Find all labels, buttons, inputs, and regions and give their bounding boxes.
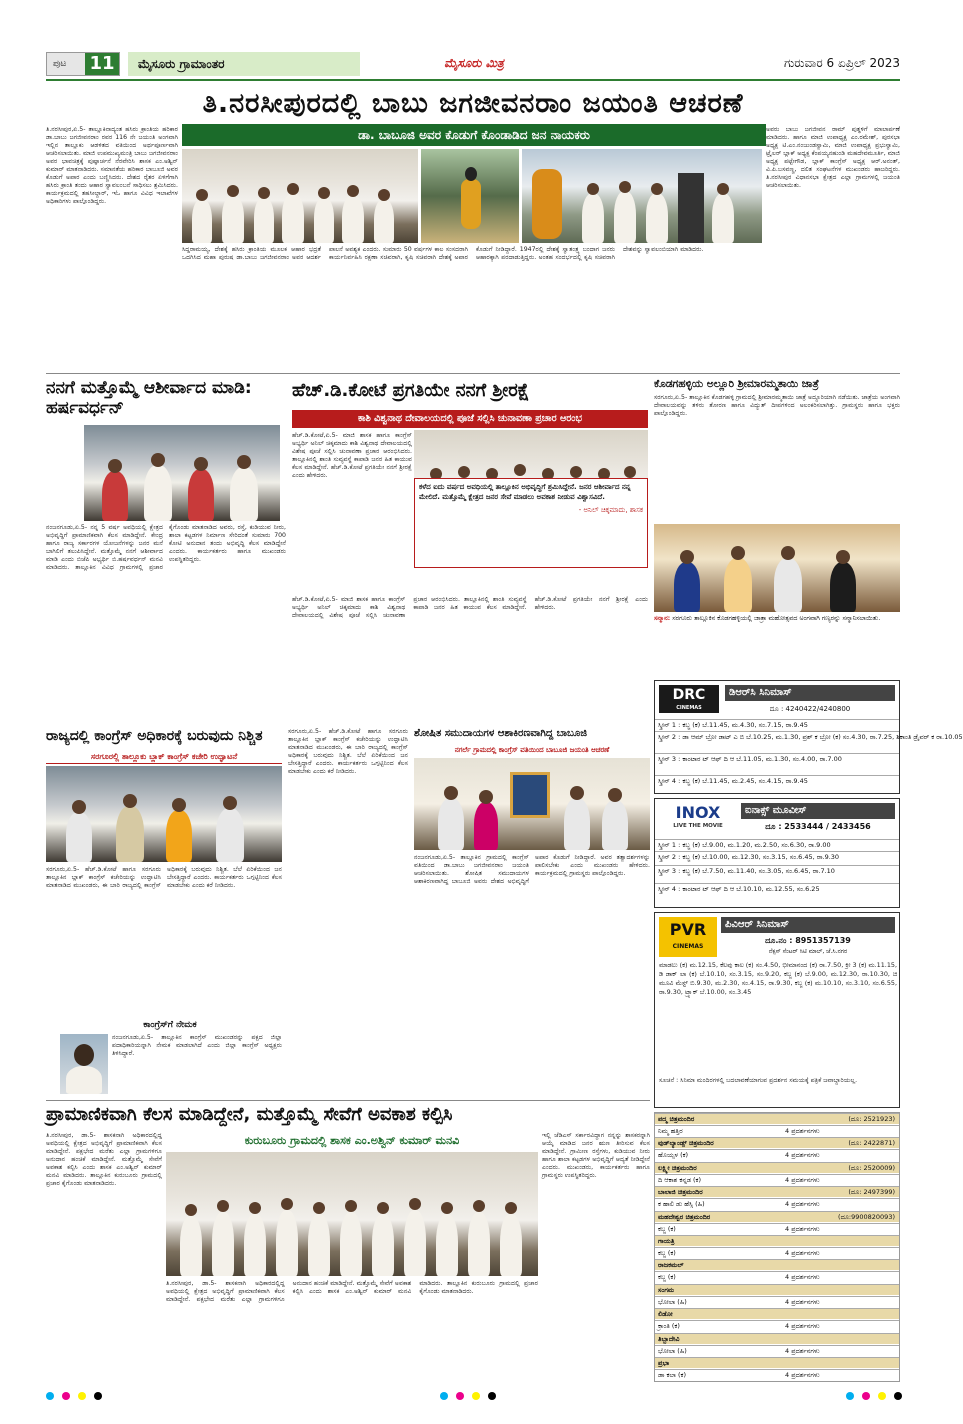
- lead-photo-2: [421, 149, 519, 243]
- section-title: ಮೈಸೂರು ಗ್ರಾಮಾಂತರ: [128, 52, 360, 76]
- reg-mark: [94, 1392, 102, 1400]
- lead-body-mid: ಸಿದ್ದರಾಮಯ್ಯ, ದೇಶಕ್ಕೆ ಹಸಿರು ಕ್ರಾಂತಿಯ ಮೂಲಕ ಆಹಾರ ಭದ್ರತೆ ಒದಗಿಸಿದ ಮಹಾ ಪುರುಷ ಡಾ.ಬಾಬು ಜಗಜೀವನರಾಂ ಅವರ ಆದರ್ಶ ಪಾಲನೆ ಅವಶ್ಯಕ ಎಂದರು. ಸುಮಾರು 50 ವರ್ಷಗಳ ಕಾಲ ಸಂಸದರಾಗಿ ಕಾರ್ಯನಿರ್ವಹಿಸಿ ರಕ್ಷಣಾ ಸಚಿವರಾಗಿ, ಕೃಷಿ ಸಚಿವರಾಗಿ ದೇಶಕ್ಕೆ ಅಪಾರ ಕೊಡುಗೆ ನೀಡಿದ್ದಾರೆ. 1947ರಲ್ಲಿ ದೇಶಕ್ಕೆ ಸ್ವಾತಂತ್ರ್ಯ ಬಂದಾಗ ಜನರು ಆಹಾರಕ್ಕಾಗಿ ಪರದಾಡುತ್ತಿದ್ದರು. ಅಂತಹ ಸಂದರ್ಭದಲ್ಲಿ ಕೃಷಿ ಸಚಿವರಾಗಿ ದೇಶವನ್ನು ಸ್ವಾವಲಂಬಿಯಾಗಿ ಮಾಡಿದರು.: [182, 246, 704, 261]
- pvr-logo-text: PVR: [669, 920, 707, 939]
- theatre-show-row: [655, 1345, 899, 1356]
- story7-headline: ಪ್ರಾಮಾಣಿಕವಾಗಿ ಕೆಲಸ ಮಾಡಿದ್ದೇನೆ, ಮತ್ತೊಮ್ಮೆ ಸೇವೆಗೆ ಅವಕಾಶ ಕಲ್ಪಿಸಿ: [46, 1104, 453, 1125]
- theatre-movie: ಭೋಲಾ (ಹಿ): [658, 1346, 687, 1355]
- story5-band: ಸರಗೂರಲ್ಲಿ ತಾಲ್ಲೂಕು ಬ್ಲಾಕ್ ಕಾಂಗ್ರೆಸ್ ಕಚೇರಿ ಉದ್ಘಾಟನೆ: [46, 750, 282, 764]
- theatre-shows: 4 ಪ್ರದರ್ಶನಗಳು: [785, 1273, 820, 1282]
- reg-mark: [862, 1392, 870, 1400]
- lead-photo-1: [182, 149, 418, 243]
- inox-logo-text: INOX: [675, 803, 721, 822]
- theatre-name: ವುಡ್‌ಲ್ಯಾಂಡ್ಸ್ ಚಿತ್ರಮಂದಿರ: [658, 1139, 714, 1148]
- theatre-show-row: [655, 1223, 899, 1234]
- drc-row: ಸ್ಕ್ರೀನ್ 3 : ಕಾಂಟಾರ ಟ್ ಆಫ್ ದಿ ಆ ಬೆ.11.05, ಮ.1.30, ಸಂ.4.00, ರಾ.7.00: [655, 753, 899, 764]
- story7-body-mid: ತಿ.ನರಸೀಪುರ, ಡಾ.5- ಶಾಸಕನಾಗಿ ಅಧಿಕಾರದಲ್ಲಿದ್ದ ಅವಧಿಯಲ್ಲಿ ಕ್ಷೇತ್ರದ ಅಭಿವೃದ್ಧಿಗೆ ಪ್ರಾಮಾಣಿಕವಾಗಿ ಕೆಲಸ ಮಾಡಿದ್ದೇನೆ. ಪಕ್ಷಭೇದ ಮರೆತು ಎಲ್ಲಾ ಗ್ರಾಮಗಳಿಗೂ ಅನುದಾನ ಹಂಚಿಕೆ ಮಾಡಿದ್ದೇನೆ. ಮತ್ತೊಮ್ಮೆ ಸೇವೆಗೆ ಅವಕಾಶ ಕಲ್ಪಿಸಿ ಎಂದು ಶಾಸಕ ಎಂ.ಅಶ್ವಿನ್ ಕುಮಾರ್ ಮನವಿ ಮಾಡಿದರು. ತಾಲ್ಲೂಕಿನ ಕುರುಬೂರು ಗ್ರಾಮದಲ್ಲಿ ಪ್ರಚಾರ ಕೈಗೊಂಡು ಮಾತನಾಡಿದರು.: [166, 1280, 538, 1303]
- pvr-logo: [659, 917, 717, 957]
- header-rule: [46, 79, 900, 81]
- theatre-phone: (ದೂ: 2521923): [848, 1115, 895, 1123]
- theatre-movie: ಡಾ ಕಲಾ (ಕ): [658, 1371, 686, 1379]
- theatre-movie: ಕಬ್ಜ (ಕ): [658, 1249, 676, 1257]
- inox-ad: [654, 798, 900, 908]
- theatre-name: ಪದ್ಮ ಚಿತ್ರಮಂದಿರ: [658, 1115, 695, 1123]
- theatre-show-row: [655, 1149, 899, 1160]
- theatre-name: ಲಕ್ಷ್ಮೀ ಚಿತ್ರಮಂದಿರ: [658, 1163, 697, 1172]
- theatre-name: ಬಾಲಾಜಿ ಚಿತ್ರಮಂದಿರ: [658, 1188, 703, 1197]
- reg-mark: [878, 1392, 886, 1400]
- theatre-shows: 4 ಪ್ರದರ್ಶನಗಳು: [785, 1297, 820, 1306]
- pvr-logo-sub: CINEMAS: [672, 943, 704, 950]
- theatre-shows: 4 ಪ್ರದರ್ಶನಗಳು: [785, 1200, 820, 1209]
- story7-body-left: ತಿ.ನರಸೀಪುರ, ಡಾ.5- ಶಾಸಕನಾಗಿ ಅಧಿಕಾರದಲ್ಲಿದ್ದ ಅವಧಿಯಲ್ಲಿ ಕ್ಷೇತ್ರದ ಅಭಿವೃದ್ಧಿಗೆ ಪ್ರಾಮಾಣಿಕವಾಗಿ ಕೆಲಸ ಮಾಡಿದ್ದೇನೆ. ಪಕ್ಷಭೇದ ಮರೆತು ಎಲ್ಲಾ ಗ್ರಾಮಗಳಿಗೂ ಅನುದಾನ ಹಂಚಿಕೆ ಮಾಡಿದ್ದೇನೆ. ಮತ್ತೊಮ್ಮೆ ಸೇವೆಗೆ ಅವಕಾಶ ಕಲ್ಪಿಸಿ ಎಂದು ಶಾಸಕ ಎಂ.ಅಶ್ವಿನ್ ಕುಮಾರ್ ಮನವಿ ಮಾಡಿದರು. ತಾಲ್ಲೂಕಿನ ಕುರುಬೂರು ಗ್ರಾಮದಲ್ಲಿ ಪ್ರಚಾರ ಕೈಗೊಂಡು ಮಾತನಾಡಿದರು.: [46, 1132, 162, 1187]
- story3-body: ಹೆಚ್.ಡಿ.ಕೋಟೆ,ಏ.5- ಮಾಜಿ ಶಾಸಕ ಹಾಗೂ ಕಾಂಗ್ರೆಸ್ ಅಭ್ಯರ್ಥಿ ಅನಿಲ್ ಚಿಕ್ಕಮಾದು ಕಾಶಿ ವಿಶ್ವನಾಥ ದೇವಾಲಯದಲ್ಲಿ ವಿಶೇಷ ಪೂಜೆ ಸಲ್ಲಿಸಿ ಚುನಾವಣಾ ಪ್ರಚಾರ ಆರಂಭಿಸಿದರು. ತಾಲ್ಲೂಕಿನಲ್ಲಿ ಶಾಂತಿ ಸುವ್ಯವಸ್ಥೆ ಕಾಪಾಡಿ ಜನರ ಹಿತ ಕಾಯುವ ಕೆಲಸ ಮಾಡಿದ್ದೇನೆ. ಹೆಚ್.ಡಿ.ಕೋಟೆ ಪ್ರಗತಿಯೇ ನನಗೆ ಶ್ರೀರಕ್ಷೆ ಎಂದು ಹೇಳಿದರು.: [292, 432, 412, 479]
- drc-phone: ದೂ : 4240422/4240800: [769, 705, 851, 713]
- theatre-name-row: [655, 1308, 899, 1319]
- theatre-show-row: [655, 1198, 899, 1209]
- story5-sub-body: ನಂಜನಗೂಡು,ಏ.5- ತಾಲ್ಲೂಕಿನ ಕಾಂಗ್ರೆಸ್ ಮುಖಂಡರನ್ನು ಪಕ್ಷದ ಜಿಲ್ಲಾ ಪದಾಧಿಕಾರಿಯನ್ನಾಗಿ ನೇಮಕ ಮಾಡಲಾಗಿದೆ ಎಂದು ಜಿಲ್ಲಾ ಕಾಂಗ್ರೆಸ್ ಅಧ್ಯಕ್ಷರು ತಿಳಿಸಿದ್ದಾರೆ.: [112, 1034, 282, 1057]
- theatre-movie: ನಿಮ್ಮ ಹತ್ತಿರ: [658, 1127, 683, 1135]
- story5-photo: [46, 766, 282, 862]
- theatre-show-row: [655, 1296, 899, 1307]
- drc-ad: [654, 680, 963, 794]
- theatre-name: ರಾಜಕಮಲ್: [658, 1261, 684, 1270]
- pvr-address: ನೆಕ್ಸಸ್ ಸೆಂಟರ್ ಸಿಟಿ ಮಾಲ್, ಜೆ.ಸಿ.ನಗರ: [768, 948, 848, 955]
- inox-row: ಸ್ಕ್ರೀನ್ 1 : ಕಬ್ಜ (ಕ) ಬೆ.9.00, ಮ.1.20, ಮ.2.50, ಸಂ.6.30, ರಾ.9.00: [655, 839, 899, 850]
- theatre-show-row: [655, 1247, 899, 1258]
- story2-body: ನಂಜನಗೂಡು,ಏ.5- ನನ್ನ 5 ವರ್ಷ ಅವಧಿಯಲ್ಲಿ ಕ್ಷೇತ್ರದ ಅಭಿವೃದ್ಧಿಗೆ ಪ್ರಾಮಾಣಿಕವಾಗಿ ಕೆಲಸ ಮಾಡಿದ್ದೇನೆ. ಕೇಂದ್ರ ಹಾಗೂ ರಾಜ್ಯ ಸರ್ಕಾರಗಳ ಯೋಜನೆಗಳನ್ನು ಜನರ ಮನೆ ಬಾಗಿಲಿಗೆ ತಲುಪಿಸಿದ್ದೇನೆ. ಮತ್ತೊಮ್ಮೆ ನನಗೆ ಆಶೀರ್ವಾದ ಮಾಡಿ ಎಂದು ಬಿಜೆಪಿ ಅಭ್ಯರ್ಥಿ ಬಿ.ಹರ್ಷವರ್ಧನ್ ಮನವಿ ಮಾಡಿದರು. ತಾಲ್ಲೂಕಿನ ವಿವಿಧ ಗ್ರಾಮಗಳಲ್ಲಿ ಪ್ರಚಾರ ಕೈಗೊಂಡು ಮಾತನಾಡಿದ ಅವರು, ರಸ್ತೆ, ಕುಡಿಯುವ ನೀರು, ಶಾಲಾ ಕಟ್ಟಡಗಳ ನಿರ್ಮಾಣ ಸೇರಿದಂತೆ ಸುಮಾರು 700 ಕೋಟಿ ಅನುದಾನ ತಂದು ಅಭಿವೃದ್ಧಿ ಕೆಲಸ ಮಾಡಿದ್ದೇನೆ ಎಂದರು. ಕಾರ್ಯಕರ್ತರು ಹಾಗೂ ಮುಖಂಡರು ಉಪಸ್ಥಿತರಿದ್ದರು.: [46, 524, 286, 571]
- inox-row: ಸ್ಕ್ರೀನ್ 3 : ಕಬ್ಜ (ಕ) ಬೆ.7.50, ಮ.11.40, ಸಂ.3.05, ಸಂ.6.45, ರಾ.7.10: [655, 865, 899, 876]
- story4-caption-wrap: [654, 614, 900, 674]
- drc-logo-sub: CINEMAS: [676, 705, 702, 711]
- theatre-name-row: [655, 1284, 899, 1295]
- theatre-show-row: [655, 1174, 899, 1185]
- masthead-logo: ಮೈಸೂರು ಮಿತ್ರ: [444, 56, 504, 70]
- story7-photo: [166, 1152, 538, 1276]
- story7-band: ಕುರುಬೂರು ಗ್ರಾಮದಲ್ಲಿ ಶಾಸಕ ಎಂ.ಅಶ್ವಿನ್ ಕುಮಾರ್ ಮನವಿ: [166, 1132, 538, 1150]
- story3-band: ಕಾಶಿ ವಿಶ್ವನಾಥ ದೇವಾಲಯದಲ್ಲಿ ಪೂಜೆ ಸಲ್ಲಿಸಿ ಚುನಾವಣಾ ಪ್ರಚಾರ ಆರಂಭ: [292, 410, 648, 428]
- theatre-phone: (ದೂ:9900820093): [838, 1212, 895, 1221]
- reg-mark: [488, 1392, 496, 1400]
- theatre-show-row: [655, 1369, 899, 1380]
- theatre-name-row: [655, 1186, 899, 1197]
- theatre-movie: ಕ ಹಾಲಿ ಡು ಹೆಸ್ಸಿ (ಹಿ): [658, 1200, 705, 1209]
- theatre-shows: 4 ಪ್ರದರ್ಶನಗಳು: [785, 1371, 820, 1379]
- theatre-name-row: [655, 1357, 899, 1368]
- theatre-name: ಗಾಯತ್ರಿ: [658, 1237, 675, 1245]
- theatre-name-row: [655, 1259, 899, 1270]
- theatre-movie: ಕಬ್ಜ (ಕ): [658, 1273, 676, 1282]
- reg-mark: [456, 1392, 464, 1400]
- theatre-show-row: [655, 1271, 899, 1282]
- theatre-name-row: [655, 1235, 899, 1246]
- inox-row: ಸ್ಕ್ರೀನ್ 2 : ಕಬ್ಜ (ಕ) ಬೆ.10.00, ಮ.12.30, ಸಂ.3.15, ಸಂ.6.45, ರಾ.9.30: [655, 851, 899, 862]
- story3-headline: ಹೆಚ್.ಡಿ.ಕೋಟೆ ಪ್ರಗತಿಯೇ ನನಗೆ ಶ್ರೀರಕ್ಷೆ: [292, 380, 530, 401]
- drc-logo: [659, 685, 719, 713]
- story6-body: ನಂಜನಗೂಡು,ಏ.5- ತಾಲ್ಲೂಕಿನ ಗ್ರಾಮದಲ್ಲಿ ಕಾಂಗ್ರೆಸ್ ವತಿಯಿಂದ ಡಾ.ಬಾಬು ಜಗಜೀವನರಾಂ ಜಯಂತಿ ಆಚರಿಸಲಾಯಿತು. ಶೋಷಿತ ಸಮುದಾಯಗಳ ಆಶಾಕಿರಣವಾಗಿದ್ದ ಬಾಬೂಜಿ ಅವರು ದೇಶದ ಅಭಿವೃದ್ಧಿಗೆ ಅಪಾರ ಕೊಡುಗೆ ನೀಡಿದ್ದಾರೆ. ಅವರ ತತ್ವಾದರ್ಶಗಳನ್ನು ಪಾಲಿಸಬೇಕು ಎಂದು ಮುಖಂಡರು ಹೇಳಿದರು. ಕಾರ್ಯಕ್ರಮದಲ್ಲಿ ಗ್ರಾಮಸ್ಥರು ಪಾಲ್ಗೊಂಡಿದ್ದರು.: [414, 854, 650, 885]
- theatre-shows: 4 ಪ್ರದರ್ಶನಗಳು: [785, 1127, 820, 1135]
- story2-photo: [84, 425, 280, 521]
- theatre-phone: (ದೂ: 2520009): [848, 1163, 895, 1172]
- pvr-name: ಪಿವಿಆರ್ ಸಿನಿಮಾಸ್: [721, 917, 895, 933]
- theatre-shows: 4 ಪ್ರದರ್ಶನಗಳು: [785, 1151, 820, 1160]
- story3-body-cont: ಹೆಚ್.ಡಿ.ಕೋಟೆ,ಏ.5- ಮಾಜಿ ಶಾಸಕ ಹಾಗೂ ಕಾಂಗ್ರೆಸ್ ಅಭ್ಯರ್ಥಿ ಅನಿಲ್ ಚಿಕ್ಕಮಾದು ಕಾಶಿ ವಿಶ್ವನಾಥ ದೇವಾಲಯದಲ್ಲಿ ವಿಶೇಷ ಪೂಜೆ ಸಲ್ಲಿಸಿ ಚುನಾವಣಾ ಪ್ರಚಾರ ಆರಂಭಿಸಿದರು. ತಾಲ್ಲೂಕಿನಲ್ಲಿ ಶಾಂತಿ ಸುವ್ಯವಸ್ಥೆ ಕಾಪಾಡಿ ಜನರ ಹಿತ ಕಾಯುವ ಕೆಲಸ ಮಾಡಿದ್ದೇನೆ. ಹೆಚ್.ಡಿ.ಕೋಟೆ ಪ್ರಗತಿಯೇ ನನಗೆ ಶ್ರೀರಕ್ಷೆ ಎಂದು ಹೇಳಿದರು.: [292, 596, 648, 619]
- story4-body: ಸರಗೂರು,ಏ.5- ತಾಲ್ಲೂಕಿನ ಕೊಡಗಹಳ್ಳಿ ಗ್ರಾಮದಲ್ಲಿ ಶ್ರೀಮಾರಮ್ಮತಾಯಿ ಜಾತ್ರೆ ಅದ್ದೂರಿಯಾಗಿ ನಡೆಯಿತು. ಜಾತ್ರೆಯ ಅಂಗವಾಗಿ ದೇವಾಲಯವನ್ನು ತಳಿರು ತೋರಣ ಹಾಗೂ ವಿದ್ಯುತ್ ದೀಪಗಳಿಂದ ಅಲಂಕರಿಸಲಾಗಿತ್ತು. ಗ್ರಾಮಸ್ಥರು ಹಾಗೂ ಭಕ್ತರು ಪಾಲ್ಗೊಂಡಿದ್ದರು.: [654, 394, 900, 417]
- drc-row: ಸ್ಕ್ರೀನ್ 2 : ಡಾ ಆಮ್ ಬ್ರೋ ಡಾಟ್ ಎ ಬಿ ಬೆ.10.25, ಮ.1.30, ಪ್ರಶ್ ಕ ಬ್ರೋ (ಕ) ಸಂ.4.30, ರಾ.7.25, ಶಿಕಾಂತಿ ಡ್ರೈವರ್ ಕ ರಾ.10.05: [655, 731, 899, 742]
- reg-mark: [846, 1392, 854, 1400]
- theatre-list: [654, 1112, 900, 1382]
- drc-row: ಸ್ಕ್ರೀನ್ 4 : ಕಬ್ಜ (ಕ) ಬೆ.11.45, ಮ.2.45, ಸಂ.4.15, ರಾ.9.45: [655, 775, 899, 786]
- story5-body: ಸರಗೂರು,ಏ.5- ಹೆಚ್.ಡಿ.ಕೋಟೆ ಹಾಗೂ ಸರಗೂರು ತಾಲ್ಲೂಕಿನ ಬ್ಲಾಕ್ ಕಾಂಗ್ರೆಸ್ ಕಚೇರಿಯನ್ನು ಉದ್ಘಾಟಿಸಿ ಮಾತನಾಡಿದ ಮುಖಂಡರು, ಈ ಬಾರಿ ರಾಜ್ಯದಲ್ಲಿ ಕಾಂಗ್ರೆಸ್ ಅಧಿಕಾರಕ್ಕೆ ಬರುವುದು ನಿಶ್ಚಿತ. ಬೆಲೆ ಏರಿಕೆಯಿಂದ ಜನ ಬೇಸತ್ತಿದ್ದಾರೆ ಎಂದರು. ಕಾರ್ಯಕರ್ತರು ಒಗ್ಗಟ್ಟಿನಿಂದ ಕೆಲಸ ಮಾಡಬೇಕು ಎಂದು ಕರೆ ನೀಡಿದರು.: [46, 866, 282, 889]
- story2-headline: ನನಗೆ ಮತ್ತೊಮ್ಮೆ ಆಶೀರ್ವಾದ ಮಾಡಿ: ಹರ್ಷವರ್ಧನ್: [46, 378, 252, 419]
- inox-logo-sub: LIVE THE MOVIE: [673, 823, 723, 829]
- theatre-name-row: [655, 1211, 899, 1222]
- theatre-shows: 4 ಪ್ರದರ್ಶನಗಳು: [785, 1322, 820, 1331]
- lead-subhead: ಡಾ. ಬಾಬೂಜಿ ಅವರ ಕೊಡುಗೆ ಕೊಂಡಾಡಿದ ಜನ ನಾಯಕರು: [182, 124, 766, 146]
- theatre-name-row: [655, 1162, 899, 1173]
- reg-mark: [62, 1392, 70, 1400]
- pvr-ad: [654, 912, 900, 1108]
- reg-mark: [894, 1392, 902, 1400]
- theatre-shows: 4 ಪ್ರದರ್ಶನಗಳು: [785, 1346, 820, 1355]
- theatre-name: ಪ್ರಭಾ: [658, 1359, 670, 1367]
- theatre-name: ಮಹದೇಶ್ವರ ಚಿತ್ರಮಂದಿರ: [658, 1212, 711, 1221]
- story4-caption: ಸರಗೂರು ತಾಲ್ಲೂಕಿನ ಕೊಡಗಹಳ್ಳಿಯಲ್ಲಿ ಜಾತ್ರಾ ಮಹೋತ್ಸವದ ಅಂಗವಾಗಿ ಗಣ್ಯರನ್ನು ಸನ್ಮಾನಿಸಲಾಯಿತು.: [672, 614, 881, 622]
- reg-mark: [440, 1392, 448, 1400]
- pvr-note: ಸೂಚನೆ : ಸಿನಿಮಾ ಮಂದಿರಗಳಲ್ಲಿ ಬದಲಾವಣೆಯಾಗುವ ಪ್ರದರ್ಶನ ಸಮಯಕ್ಕೆ ಪತ್ರಿಕೆ ಜವಾಬ್ದಾರಿಯಲ್ಲ.: [659, 1077, 858, 1084]
- inox-logo: [659, 803, 737, 833]
- issue-date: ಗುರುವಾರ 6 ಏಪ್ರಿಲ್ 2023: [783, 56, 900, 70]
- story7-body-right: ಇಲ್ಲಿ ಜೆಡಿಎಸ್ ಸರ್ಕಾರವಿದ್ದಾಗ ನನ್ನನ್ನು ಶಾಸಕರನ್ನಾಗಿ ಆಯ್ಕೆ ಮಾಡಿದ ಜನರ ಋಣ ತೀರಿಸುವ ಕೆಲಸ ಮಾಡಿದ್ದೇನೆ. ಗ್ರಾಮೀಣ ರಸ್ತೆಗಳು, ಕುಡಿಯುವ ನೀರು ಹಾಗೂ ಶಾಲಾ ಕಟ್ಟಡಗಳ ಅಭಿವೃದ್ಧಿಗೆ ಆದ್ಯತೆ ನೀಡಿದ್ದೇನೆ ಎಂದರು. ಮುಖಂಡರು, ಕಾರ್ಯಕರ್ತರು ಹಾಗೂ ಗ್ರಾಮಸ್ಥರು ಉಪಸ್ಥಿತರಿದ್ದರು.: [542, 1132, 650, 1179]
- drc-logo-text: DRC: [672, 687, 706, 703]
- story4-headline: ಕೊಡಗಹಳ್ಳಿಯ ಅಲ್ಲೂರಿ ಶ್ರೀಮಾರಮ್ಮತಾಯಿ ಜಾತ್ರೆ: [654, 378, 819, 390]
- reg-mark: [46, 1392, 54, 1400]
- theatre-show-row: [655, 1125, 899, 1136]
- story6-photo: [414, 758, 650, 850]
- page-label: ಪುಟ: [53, 59, 67, 69]
- page-number-box: [46, 52, 120, 76]
- inox-phone: ದೂ : 2533444 / 2433456: [765, 822, 871, 831]
- theatre-name-row: [655, 1113, 899, 1124]
- story5-sub-title: ಕಾಂಗ್ರೆಸ್‌ಗೆ ನೇಮಕ: [143, 1020, 197, 1030]
- story5-body-cont: ಸರಗೂರು,ಏ.5- ಹೆಚ್.ಡಿ.ಕೋಟೆ ಹಾಗೂ ಸರಗೂರು ತಾಲ್ಲೂಕಿನ ಬ್ಲಾಕ್ ಕಾಂಗ್ರೆಸ್ ಕಚೇರಿಯನ್ನು ಉದ್ಘಾಟಿಸಿ ಮಾತನಾಡಿದ ಮುಖಂಡರು, ಈ ಬಾರಿ ರಾಜ್ಯದಲ್ಲಿ ಕಾಂಗ್ರೆಸ್ ಅಧಿಕಾರಕ್ಕೆ ಬರುವುದು ನಿಶ್ಚಿತ. ಬೆಲೆ ಏರಿಕೆಯಿಂದ ಜನ ಬೇಸತ್ತಿದ್ದಾರೆ ಎಂದರು. ಕಾರ್ಯಕರ್ತರು ಒಗ್ಗಟ್ಟಿನಿಂದ ಕೆಲಸ ಮಾಡಬೇಕು ಎಂದು ಕರೆ ನೀಡಿದರು.: [288, 728, 408, 775]
- theatre-phone: (ದೂ: 2422871): [848, 1139, 895, 1148]
- nominee-portrait: [60, 1034, 108, 1094]
- story6-band: ನಗರ್ಲೆ ಗ್ರಾಮದಲ್ಲಿ ಕಾಂಗ್ರೆಸ್ ವತಿಯಿಂದ ಬಾಬೂಜಿ ಜಯಂತಿ ಆಚರಣೆ: [414, 744, 650, 756]
- page-number: 11: [85, 53, 119, 75]
- theatre-name: ತಿಬ್ಬಾದೇವಿ: [658, 1334, 680, 1343]
- inox-row: ಸ್ಕ್ರೀನ್ 4 : ಕಾಂಟಾರ ಟ್ ಆಫ್ ದಿ ಆ ಬೆ.10.10, ಮ.12.55, ಸಂ.6.25: [655, 883, 899, 894]
- theatre-movie: ಭೋಲಾ (ಹಿ): [658, 1297, 687, 1306]
- theatre-show-row: [655, 1320, 899, 1331]
- theatre-name: ಸಂಗಮ: [658, 1285, 675, 1294]
- reg-mark: [472, 1392, 480, 1400]
- story4-caption-label: ಸನ್ಮಾನ:: [654, 614, 671, 622]
- lead-photo-3: [522, 149, 762, 243]
- theatre-shows: 4 ಪ್ರದರ್ಶನಗಳು: [785, 1249, 820, 1257]
- story3-quote-author: - ಅನಿಲ್ ಚಿಕ್ಕಮಾದು, ಶಾಸಕ: [578, 506, 643, 514]
- lead-body-right: ಅವರು ಬಾಬು ಜಗಜೀವನ ರಾಮ್ ಪುತ್ಥಳಿಗೆ ಮಾಲಾರ್ಪಣೆ ಮಾಡಿದರು. ಹಾಗೂ ಮಾಜಿ ಉಪಾಧ್ಯಕ್ಷ ಎಂ.ರಮೇಶ್, ಪುರಸಭಾ ಅಧ್ಯಕ್ಷ ಟಿ.ಎಂ.ನಂಜುಂಡಸ್ವಾಮಿ, ಮಾಜಿ ಉಪಾಧ್ಯಕ್ಷ ಪ್ರಭುಸ್ವಾಮಿ, ಟ್ರೈಲರ್ ಬ್ಲಾಕ್ ಅಧ್ಯಕ್ಷ ಕೆಂಪಯ್ಯನಹುಂಡಿ ಮಹದೇವಮೂರ್ತಿ, ಮಾಜಿ ಅಧ್ಯಕ್ಷ ಪಟ್ಟೇಗೌಡ, ಬ್ಲಾಕ್ ಕಾಂಗ್ರೆಸ್ ಅಧ್ಯಕ್ಷ ಆರ್.ಅನಂತ್, ವಿ.ಪಿ.ಬಸವಣ್ಣ, ದಲಿತ ಸಂಘಟನೆಗಳ ಮುಖಂಡರು ಹಾಜರಿದ್ದರು. ತಿ.ನರಸೀಪುರ ವಿಧಾನಸಭಾ ಕ್ಷೇತ್ರದ ಎಲ್ಲಾ ಗ್ರಾಮಗಳಲ್ಲಿ ಜಯಂತಿ ಆಚರಿಸಲಾಯಿತು.: [766, 126, 900, 189]
- theatre-movie: ದಿ ಆಕಾಶ ಕನ್ನಡ (ಕ): [658, 1175, 702, 1184]
- theatre-name-row: [655, 1137, 899, 1148]
- drc-row: ಸ್ಕ್ರೀನ್ 1 : ಕಬ್ಜ (ಕ) ಬೆ.11.45, ಮ.4.30, ಸಂ.7.15, ರಾ.9.45: [655, 719, 899, 730]
- story6-headline: ಶೋಷಿತ ಸಮುದಾಯಗಳ ಆಶಾಕಿರಣವಾಗಿದ್ದ ಬಾಬೂಜಿ: [414, 728, 587, 739]
- theatre-shows: 4 ಪ್ರದರ್ಶನಗಳು: [785, 1224, 820, 1233]
- theatre-name-row: [655, 1333, 899, 1344]
- divider: [46, 1100, 650, 1101]
- theatre-shows: 4 ಪ್ರದರ್ಶನಗಳು: [785, 1175, 820, 1184]
- theatre-name: ಲಿಡೋ: [658, 1310, 673, 1319]
- pvr-phone: ದೂ.ನಂ : 8951357139: [765, 936, 851, 945]
- reg-mark: [78, 1392, 86, 1400]
- inox-name: ಐನಾಕ್ಸ್ ಮೂವೀಸ್: [741, 803, 895, 819]
- lead-headline: ತಿ.ನರಸೀಪುರದಲ್ಲಿ ಬಾಬು ಜಗಜೀವನರಾಂ ಜಯಂತಿ ಆಚರಣೆ: [202, 88, 744, 119]
- story3-quote-box: [414, 478, 648, 568]
- theatre-phone: (ದೂ: 2497399): [848, 1188, 895, 1197]
- divider: [46, 373, 900, 374]
- pvr-body: ಮಾಡಲು (ಕ) ಮ.12.15, ಕೆಲವು ಕಾಲ (ಕ) ಸಂ.4.50, ಭೀಮಾನಂದ (ಕ) ರಾ.7.50, ಕ್ರೀ 3 (ಕ) ಮ.11.15, ಡಿ ಡಾಕ್ ಲಾ (ಕ) ಬೆ.10.10, ಸಂ.3.15, ಸಂ.9.20, ಕಬ್ಜ (ಕ) ಬೆ.9.00, ಮ.12.30, ರಾ.10.30, ಚಿ ಮೂವಿ ಮೆಸ್ಟ್ ಬಿ.9.30, ಮ.2.30, ಸಂ.4.15, ರಾ.9.30, ಕಬ್ಜ (ಕ) ಮ.10.10, ಸಂ.3.10, ಸಂ.6.55, ರಾ.9.30, ಟ್ರ್ಯಾಕ್ ಬೆ.10.00, ಸಂ.3.45: [659, 961, 897, 996]
- theatre-movie: ಕ್ರಾಂತಿ (ಕ): [658, 1322, 680, 1331]
- story4-photo: [654, 524, 900, 612]
- story3-quote: ಕಳೆದ ಐದು ವರ್ಷದ ಅವಧಿಯಲ್ಲಿ ತಾಲ್ಲೂಕಿನ ಅಭಿವೃದ್ಧಿಗೆ ಶ್ರಮಿಸಿದ್ದೇನೆ. ಜನರ ಆಶೀರ್ವಾದ ನನ್ನ ಮೇಲಿದೆ. ಮತ್ತೊಮ್ಮೆ ಕ್ಷೇತ್ರದ ಜನರ ಸೇವೆ ಮಾಡಲು ಅವಕಾಶ ನೀಡುವ ವಿಶ್ವಾಸವಿದೆ.: [419, 483, 631, 501]
- theatre-movie: ಹೊಯ್ಸಳ (ಕ): [658, 1151, 689, 1160]
- theatre-movie: ಕಬ್ಜ (ಕ): [658, 1224, 676, 1233]
- story5-headline: ರಾಜ್ಯದಲ್ಲಿ ಕಾಂಗ್ರೆಸ್ ಅಧಿಕಾರಕ್ಕೆ ಬರುವುದು ನಿಶ್ಚಿತ: [46, 728, 263, 744]
- drc-name: ಡಿಆರ್‌ಸಿ ಸಿನಿಮಾಸ್: [725, 685, 895, 701]
- lead-body-left: ತಿ.ನರಸೀಪುರ,ಏ.5- ತಾಲ್ಲೂಕಿನಾದ್ಯಂತ ಹಸಿರು ಕ್ರಾಂತಿಯ ಹರಿಕಾರ ಡಾ.ಬಾಬು ಜಗಜೀವನರಾಂ ರವರ 116 ನೇ ಜಯಂತಿ ಅಂಗವಾಗಿ ಇಲ್ಲಿನ ತಾಲ್ಲೂಕು ಆಡಳಿತದ ವತಿಯಿಂದ ಅರ್ಥಪೂರ್ಣವಾಗಿ ಆಚರಿಸಲಾಯಿತು. ಮಾಜಿ ಉಪಮುಖ್ಯಮಂತ್ರಿ ಬಾಬು ಜಗಜೀವನರಾಂ ಅವರ ಭಾವಚಿತ್ರಕ್ಕೆ ಪುಷ್ಪಾರ್ಚನೆ ನೆರವೇರಿಸಿ ಶಾಸಕ ಎಂ.ಅಶ್ವಿನ್ ಕುಮಾರ್ ಮಾತನಾಡಿದರು. ಸಮಾನತೆಯ ಹರಿಕಾರ ಬಾಬೂಜಿ ಅವರ ಕೊಡುಗೆ ಅಪಾರ ಎಂದು ಬಣ್ಣಿಸಿದರು. ದೇಶದ ರೈತರ ಏಳಿಗೆಗಾಗಿ ಹಸಿರು ಕ್ರಾಂತಿ ತಂದು ಆಹಾರ ಸ್ವಾವಲಂಬನೆ ಸಾಧಿಸಲು ಶ್ರಮಿಸಿದರು. ಕಾರ್ಯಕ್ರಮದಲ್ಲಿ ತಹಸೀಲ್ದಾರ್, ಇಓ ಹಾಗೂ ವಿವಿಧ ಇಲಾಖೆಗಳ ಅಧಿಕಾರಿಗಳು ಪಾಲ್ಗೊಂಡಿದ್ದರು.: [46, 126, 178, 205]
